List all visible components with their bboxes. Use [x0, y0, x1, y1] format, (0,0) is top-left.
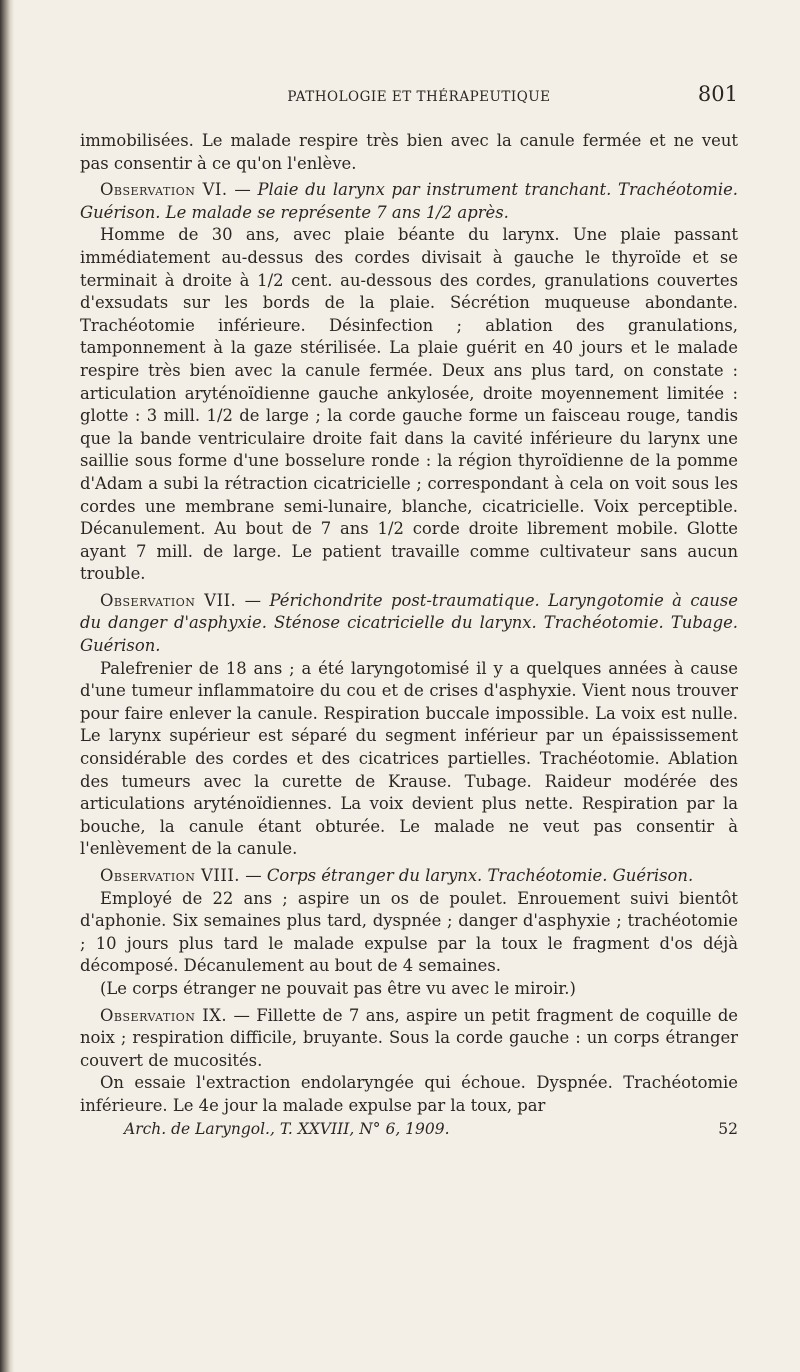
- observation-9-paragraph: [80, 1005, 738, 1073]
- dash: —: [236, 590, 270, 610]
- observation-6-heading: [80, 179, 738, 224]
- dash: —: [240, 866, 267, 885]
- paragraph-continuation: immobilisées. Le malade respire très bien avec la canule fermée et ne veut pas consentir à ce qu'on l'enlève.: [80, 131, 738, 173]
- observation-8-heading: [80, 865, 738, 888]
- observation-title: Plaie du larynx par instrument tranchant. Trachéotomie. Guérison. Le malade se représente 7 ans 1/2 après.: [80, 180, 738, 222]
- body-text: [80, 130, 738, 1118]
- running-title: PATHOLOGIE ET THÉRAPEUTIQUE: [287, 89, 551, 105]
- page-binding-edge: [0, 0, 14, 1372]
- observation-title: Périchondrite post-traumatique. Laryngotomie à cause du danger d'asphyxie. Sténose cicatricielle du larynx. Trachéotomie. Tubage. Guérison.: [80, 590, 738, 656]
- observation-9-text-continued: On essaie l'extraction endolaryngée qui échoue. Dyspnée. Trachéotomie inférieure. Le 4e jour la malade expulse par la toux, par: [80, 1073, 738, 1115]
- page-number: 801: [697, 82, 738, 106]
- journal-citation: Arch. de Laryngol., T. XXVIII, N° 6, 1909.: [124, 1119, 450, 1138]
- observation-label: Observation VIII.: [100, 866, 241, 885]
- running-header: [80, 82, 738, 112]
- observation-8-note: (Le corps étranger ne pouvait pas être vu avec le miroir.): [100, 978, 576, 998]
- observation-8-text: Employé de 22 ans ; aspire un os de poulet. Enrouement suivi bientôt d'aphonie. Six semaines plus tard, dyspnée ; danger d'asphyxie ; trachéotomie ; 10 jours plus tard le malade expulse par la toux le fragment d'os déjà décomposé. Décanulement au bout de 4 semaines.: [80, 888, 738, 976]
- printer-signature: 52: [718, 1119, 738, 1138]
- observation-title: Corps étranger du larynx. Trachéotomie. Guérison.: [266, 866, 694, 885]
- document-page: [80, 82, 738, 1138]
- observation-9-text: Fillette de 7 ans, aspire un petit fragment de coquille de noix ; respiration difficile, bruyante. Sous la corde gauche : un corps étranger couvert de mucosités.: [80, 1005, 739, 1070]
- observation-label: Observation VII.: [100, 590, 237, 610]
- observation-label: Observation VI.: [100, 180, 228, 200]
- observation-7-text: Palefrenier de 18 ans ; a été laryngotomisé il y a quelques années à cause d'une tumeur inflammatoire du cou et de crises d'asphyxie. Vient nous trouver pour faire enlever la canule. Respiration buccale impossible. La voix est nulle. Le larynx supérieur est séparé du segment inférieur par un épaississement considérable des cordes et des cicatrices partielles. Trachéotomie. Ablation des tumeurs avec la curette de Krause. Tubage. Raideur modérée des articulations aryténoïdiennes. La voix devient plus nette. Respiration par la bouche, la canule étant obturée. Le malade ne veut pas consentir à l'enlèvement de la canule.: [80, 658, 738, 859]
- dash: —: [227, 180, 258, 200]
- observation-7-heading: [80, 590, 738, 658]
- observation-label: Observation IX.: [100, 1005, 228, 1025]
- dash: —: [227, 1005, 257, 1025]
- page-footer: [80, 1120, 738, 1138]
- observation-6-text: Homme de 30 ans, avec plaie béante du larynx. Une plaie passant immédiatement au-dessus des cordes divisait à gauche le thyroïde et se terminait à droite à 1/2 cent. au-dessous des cordes, granulations couvertes d'exsudats sur les bords de la plaie. Sécrétion muqueuse abondante. Trachéotomie inférieure. Désinfection ; ablation des granulations, tamponnement à la gaze stérilisée. La plaie guérit en 40 jours et le malade respire très bien avec la canule fermée. Deux ans plus tard, on constate : articulation aryténoïdienne gauche ankylosée, droite moyennement limitée : glotte : 3 mill. 1/2 de large ; la corde gauche forme un faisceau rouge, tandis que la bande ventriculaire droite fait dans la cavité inférieure du larynx une saillie sous forme d'une bosselure ronde : la région thyroïdienne de la pomme d'Adam a subi la rétraction cicatricielle ; correspondant à cela on voit sous les cordes une membrane semi-lunaire, blanche, cicatricielle. Voix perceptible. Décanulement. Au bout de 7 ans 1/2 corde droite librement mobile. Glotte ayant 7 mill. de large. Le patient travaille comme cultivateur sans aucun trouble.: [80, 225, 738, 584]
